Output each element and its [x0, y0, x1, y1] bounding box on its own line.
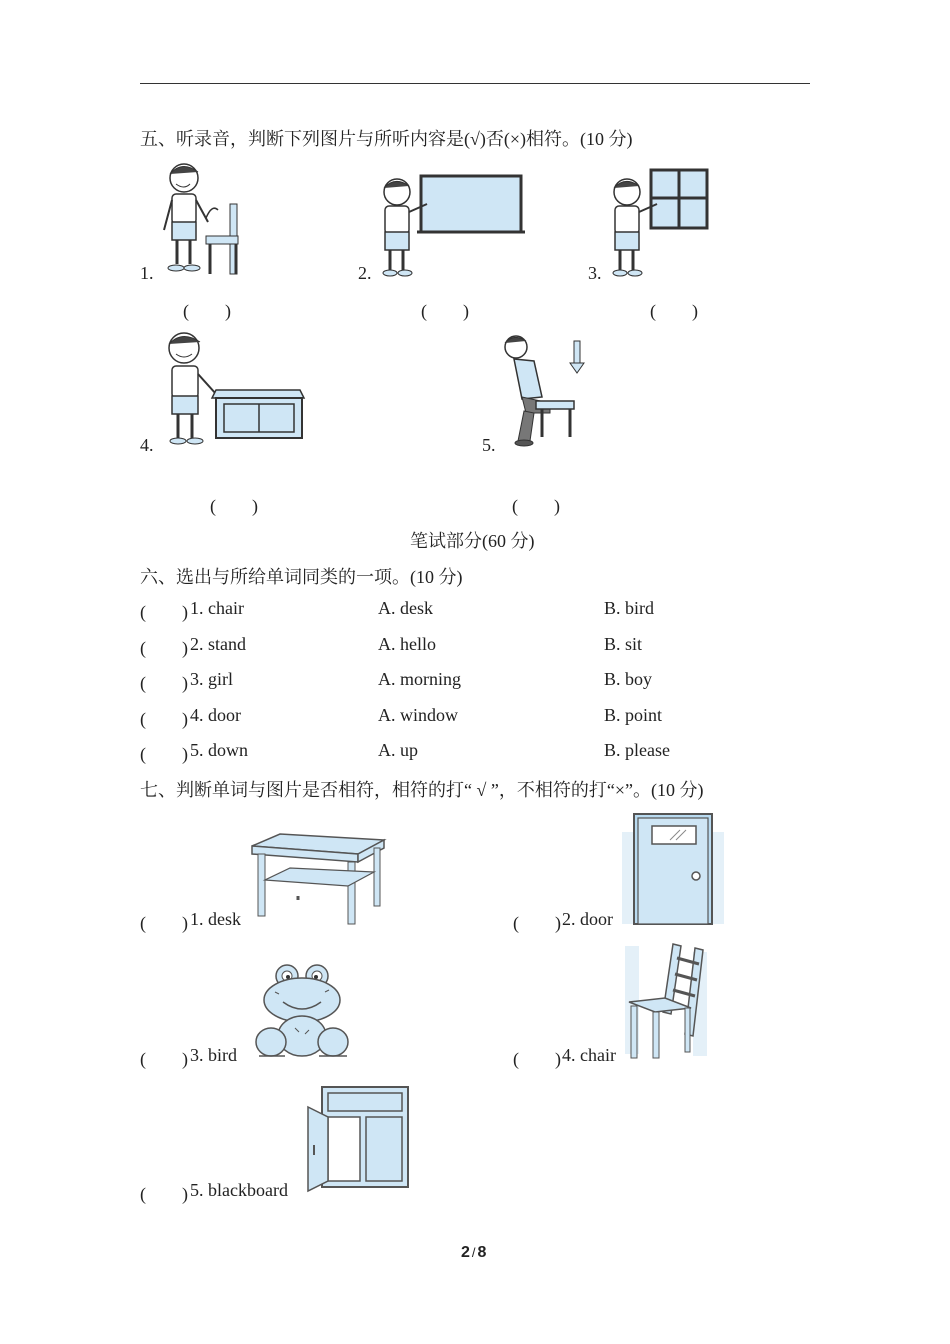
s6-row-2-option-a[interactable]: A. hello [378, 634, 436, 654]
s7-item-1-label: 1. desk [190, 909, 241, 929]
s5-item-3-number: 3. [588, 263, 602, 283]
desk-icon [250, 832, 385, 924]
s6-row-2-answer-blank[interactable]: ( ) [140, 638, 188, 658]
s7-item-4-answer-blank[interactable]: ( ) [513, 1049, 561, 1069]
page-number [461, 1244, 486, 1262]
page-separator: / [471, 1245, 476, 1260]
s6-row-2-option-b[interactable]: B. sit [604, 634, 643, 654]
s6-row-3-option-a[interactable]: A. morning [378, 669, 461, 689]
boy-near-chair-icon [160, 160, 245, 278]
s6-row-3-option-b[interactable]: B. boy [604, 669, 653, 689]
s7-item-3-answer-blank[interactable]: ( ) [140, 1049, 188, 1069]
written-part-title: 笔试部分(60 分) [410, 531, 535, 551]
s6-row-1-answer-blank[interactable]: ( ) [140, 602, 188, 622]
s6-row-4-answer-blank[interactable]: ( ) [140, 709, 188, 729]
s5-item-1-number: 1. [140, 263, 154, 283]
boy-pointing-blackboard-icon [375, 172, 525, 278]
s7-item-4-label: 4. chair [562, 1045, 616, 1065]
s5-item-1-answer-blank[interactable]: ( ) [183, 301, 231, 321]
section5-heading: 五、听录音，判断下列图片与所听内容是(√)否(×)相符。(10 分) [140, 129, 633, 149]
s5-item-2-number: 2. [358, 263, 372, 283]
section7-heading: 七、判断单词与图片是否相符，相符的打“ √ ”，不相符的打“×”。(10 分) [140, 780, 704, 800]
s6-row-4-option-b[interactable]: B. point [604, 705, 663, 725]
s6-row-2-word: 2. stand [190, 634, 246, 654]
page-current: 2 [461, 1244, 470, 1261]
s5-item-2-answer-blank[interactable]: ( ) [421, 301, 469, 321]
door-icon [622, 812, 724, 924]
s7-item-2-label: 2. door [562, 909, 613, 929]
s7-item-5-label: 5. blackboard [190, 1180, 288, 1200]
s6-row-3-answer-blank[interactable]: ( ) [140, 673, 188, 693]
page-total: 8 [477, 1244, 487, 1261]
s6-row-4-word: 4. door [190, 705, 241, 725]
frog-icon [255, 962, 351, 1060]
s6-row-1-option-b[interactable]: B. bird [604, 598, 655, 618]
s7-item-2-answer-blank[interactable]: ( ) [513, 913, 561, 933]
s6-row-5-word: 5. down [190, 740, 248, 760]
s5-item-3-answer-blank[interactable]: ( ) [650, 301, 698, 321]
boy-pointing-window-icon [605, 168, 715, 278]
s6-row-5-option-b[interactable]: B. please [604, 740, 670, 760]
s6-row-5-option-a[interactable]: A. up [378, 740, 418, 760]
s6-row-4-option-a[interactable]: A. window [378, 705, 458, 725]
chair-icon [625, 942, 710, 1060]
s7-item-3-label: 3. bird [190, 1045, 237, 1065]
s5-item-5-number: 5. [482, 435, 496, 455]
s5-item-4-answer-blank[interactable]: ( ) [210, 496, 258, 516]
s6-row-1-word: 1. chair [190, 598, 244, 618]
section6-heading: 六、选出与所给单词同类的一项。(10 分) [140, 567, 463, 587]
window-icon [306, 1085, 410, 1193]
s5-item-4-number: 4. [140, 435, 154, 455]
s6-row-3-word: 3. girl [190, 669, 233, 689]
s7-item-5-answer-blank[interactable]: ( ) [140, 1184, 188, 1204]
s6-row-5-answer-blank[interactable]: ( ) [140, 744, 188, 764]
s7-item-1-answer-blank[interactable]: ( ) [140, 913, 188, 933]
man-sitting-down-icon [500, 333, 590, 453]
s6-row-1-option-a[interactable]: A. desk [378, 598, 433, 618]
header-rule [140, 83, 810, 84]
s5-item-5-answer-blank[interactable]: ( ) [512, 496, 560, 516]
boy-touching-cabinet-icon [160, 328, 305, 450]
